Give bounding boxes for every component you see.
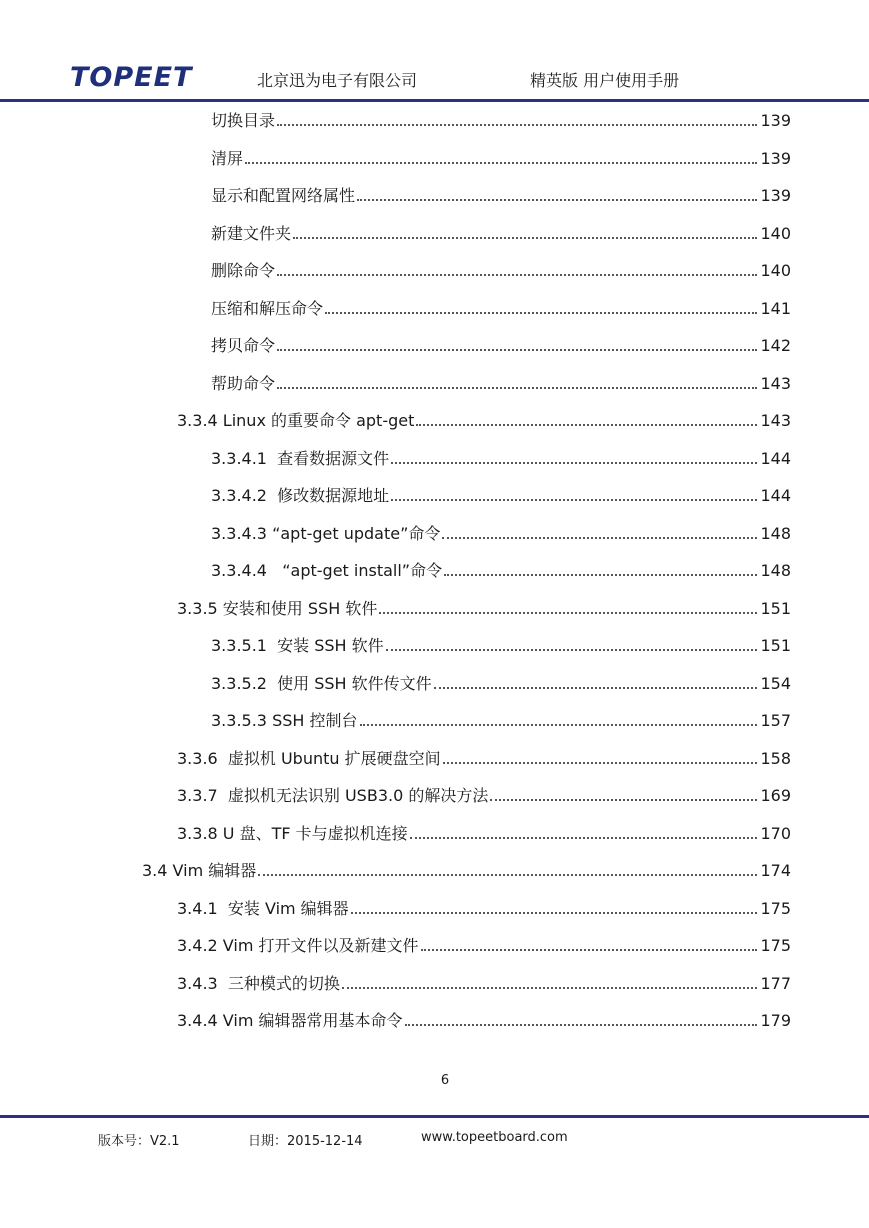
toc-leader-dots [391, 498, 757, 501]
toc-entry[interactable] [177, 1007, 791, 1031]
toc-entry[interactable] [177, 782, 791, 806]
toc-entry[interactable] [177, 970, 791, 994]
toc-leader-dots [258, 873, 757, 876]
toc-entry-title: 清屏 [211, 148, 244, 168]
toc-entry-page: 177 [760, 973, 791, 993]
toc-entry-title: 3.3.4.4 “apt-get install”命令 [211, 561, 443, 580]
toc-entry-page: 139 [760, 186, 791, 205]
toc-entry-title: 3.3.4.3 “apt-get update”命令 [211, 523, 441, 543]
toc-entry-title: 3.3.5.1 安装 SSH 软件 [211, 636, 384, 655]
toc-entry-page: 154 [760, 673, 791, 693]
toc-entry-title: 显示和配置网络属性 [211, 186, 356, 205]
toc-leader-dots [443, 761, 758, 764]
toc-entry-title: 3.3.5 安装和使用 SSH 软件 [177, 598, 378, 618]
toc-entry-page: 174 [760, 861, 791, 880]
toc-entry-page: 140 [760, 223, 791, 243]
toc-entry[interactable] [211, 145, 791, 169]
toc-entry-page: 143 [760, 411, 791, 430]
toc-entry-page: 148 [760, 523, 791, 543]
page-number: 6 [440, 1073, 450, 1088]
toc-entry[interactable] [142, 857, 791, 881]
toc-leader-dots [277, 123, 757, 126]
toc-entry-title: 3.3.8 U 盘、TF 卡与虚拟机连接 [177, 823, 408, 843]
toc-entry-page: 142 [760, 336, 791, 355]
toc-leader-dots [391, 461, 757, 464]
toc-entry[interactable] [211, 632, 791, 656]
toc-leader-dots [293, 236, 757, 239]
footer-rule [0, 1115, 869, 1118]
toc-leader-dots [351, 911, 758, 914]
toc-leader-dots [421, 948, 758, 951]
toc-leader-dots [410, 836, 758, 839]
toc-leader-dots [416, 423, 757, 426]
toc-leader-dots [277, 348, 757, 351]
toc-leader-dots [379, 611, 757, 614]
toc-entry-page: 139 [760, 111, 791, 130]
toc-entry[interactable] [211, 370, 791, 394]
toc-leader-dots [277, 386, 757, 389]
toc-entry-page: 144 [760, 486, 791, 505]
toc-entry-page: 141 [760, 298, 791, 318]
company-name: 北京迅为电子有限公司 [257, 71, 418, 90]
toc-leader-dots [386, 648, 758, 651]
toc-entry-page: 151 [760, 598, 791, 618]
toc-entry[interactable] [211, 520, 791, 544]
toc-entry[interactable] [211, 445, 791, 469]
toc-leader-dots [357, 198, 757, 201]
document-title: 精英版 用户使用手册 [530, 71, 680, 90]
toc-leader-dots [360, 723, 758, 726]
toc-entry-title: 3.3.5.2 使用 SSH 软件传文件 [211, 673, 432, 693]
footer-website: www.topeetboard.com [421, 1130, 568, 1145]
toc-entry[interactable] [177, 932, 791, 956]
toc-entry-title: 3.3.7 虚拟机无法识别 USB3.0 的解决方法 [177, 786, 489, 805]
toc-leader-dots [444, 573, 757, 576]
toc-entry-page: 157 [760, 711, 791, 730]
toc-entry[interactable] [211, 257, 791, 281]
toc-leader-dots [245, 161, 757, 164]
toc-entry-page: 143 [760, 373, 791, 393]
toc-entry-title: 3.4.2 Vim 打开文件以及新建文件 [177, 936, 419, 955]
toc-leader-dots [325, 311, 757, 314]
toc-entry-title: 3.4 Vim 编辑器 [142, 861, 257, 880]
toc-entry-title: 帮助命令 [211, 373, 276, 393]
toc-entry[interactable] [177, 745, 791, 769]
toc-leader-dots [342, 986, 758, 989]
toc-entry-page: 151 [760, 636, 791, 655]
footer-date: 日期：2015-12-14 [248, 1134, 363, 1149]
toc-leader-dots [405, 1023, 758, 1026]
header-rule [0, 99, 869, 102]
toc-entry[interactable] [211, 670, 791, 694]
toc-entry[interactable] [177, 895, 791, 919]
toc-entry-page: 144 [760, 448, 791, 468]
toc-entry-title: 切换目录 [211, 111, 276, 130]
toc-entry[interactable] [211, 295, 791, 319]
toc-entry-page: 175 [760, 936, 791, 955]
toc-entry[interactable] [211, 220, 791, 244]
toc-entry-title: 3.3.6 虚拟机 Ubuntu 扩展硬盘空间 [177, 748, 441, 768]
toc-entry[interactable] [211, 107, 791, 131]
toc-entry[interactable] [211, 482, 791, 506]
toc-entry-title: 压缩和解压命令 [211, 298, 324, 318]
toc-entry-title: 3.3.5.3 SSH 控制台 [211, 711, 358, 730]
toc-entry-title: 3.4.4 Vim 编辑器常用基本命令 [177, 1011, 403, 1030]
toc-entry-page: 139 [760, 148, 791, 168]
toc-entry-page: 169 [760, 786, 791, 805]
toc-entry[interactable] [211, 707, 791, 731]
toc-entry-page: 158 [760, 748, 791, 768]
toc-leader-dots [490, 798, 757, 801]
toc-entry-title: 3.4.1 安装 Vim 编辑器 [177, 898, 349, 918]
toc-leader-dots [434, 686, 758, 689]
toc-entry-title: 3.4.3 三种模式的切换 [177, 973, 340, 993]
topeet-logo: TOPEET [70, 62, 193, 93]
toc-entry-title: 拷贝命令 [211, 336, 276, 355]
toc-entry-page: 170 [760, 823, 791, 843]
footer-version: 版本号：V2.1 [98, 1134, 180, 1149]
toc-entry-title: 删除命令 [211, 261, 276, 280]
toc-leader-dots [442, 536, 757, 539]
toc-entry-page: 140 [760, 261, 791, 280]
toc-entry-page: 175 [760, 898, 791, 918]
toc-entry[interactable] [177, 407, 791, 431]
toc-entry-page: 179 [760, 1011, 791, 1030]
toc-entry[interactable] [211, 557, 791, 581]
toc-entry[interactable] [177, 820, 791, 844]
toc-entry[interactable] [211, 332, 791, 356]
toc-entry-page: 148 [760, 561, 791, 580]
toc-entry[interactable] [211, 182, 791, 206]
toc-entry-title: 新建文件夹 [211, 223, 292, 243]
toc-entry-title: 3.3.4 Linux 的重要命令 apt-get [177, 411, 415, 430]
toc-entry[interactable] [177, 595, 791, 619]
toc-leader-dots [277, 273, 757, 276]
toc-entry-title: 3.3.4.1 查看数据源文件 [211, 448, 390, 468]
toc-entry-title: 3.3.4.2 修改数据源地址 [211, 486, 390, 505]
